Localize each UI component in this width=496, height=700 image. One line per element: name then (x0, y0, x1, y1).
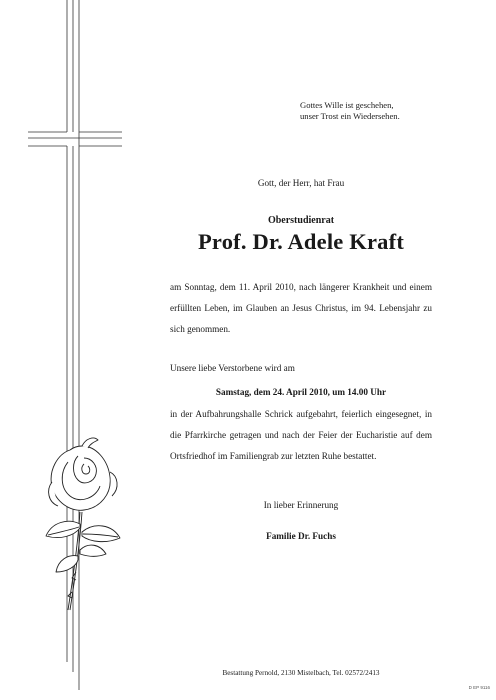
funeral-home-footer: Bestattung Pernold, 2130 Mistelbach, Tel. 02572/2413 (222, 669, 380, 677)
paragraph-funeral-intro: Unsere liebe Verstorbene wird am (170, 363, 295, 373)
family-signature: Familie Dr. Fuchs (266, 531, 336, 541)
deceased-name: Prof. Dr. Adele Kraft (197, 229, 405, 254)
intro-text: Gott, der Herr, hat Frau (257, 178, 345, 188)
quote-line-1: Gottes Wille ist geschehen, (300, 100, 394, 110)
closing-text: In lieber Erinnerung (263, 500, 339, 510)
paragraph-death-notice: am Sonntag, dem 11. April 2010, nach längerer Krankheit und einem erfüllten Leben, im Glauben an Jesus Christus, im 94. Lebensjahr zu sich genommen. (170, 282, 432, 334)
deceased-title: Oberstudienrat (267, 215, 335, 226)
paragraph-funeral-details: in der Aufbahrungshalle Schrick aufgebahrt, feierlich eingesegnet, in die Pfarrkirche getragen und nach der Feier der Eucharistie auf dem Ortsfriedhof im Familiengrab zur letzten Ruhe bestattet. (170, 409, 432, 461)
rose-icon (38, 432, 128, 612)
document-code: D EP 9116 (468, 685, 490, 690)
quote-block (300, 100, 470, 122)
quote-line-2: unser Trost ein Wiedersehen. (300, 111, 400, 121)
funeral-date: Samstag, dem 24. April 2010, um 14.00 Uhr (215, 387, 387, 397)
